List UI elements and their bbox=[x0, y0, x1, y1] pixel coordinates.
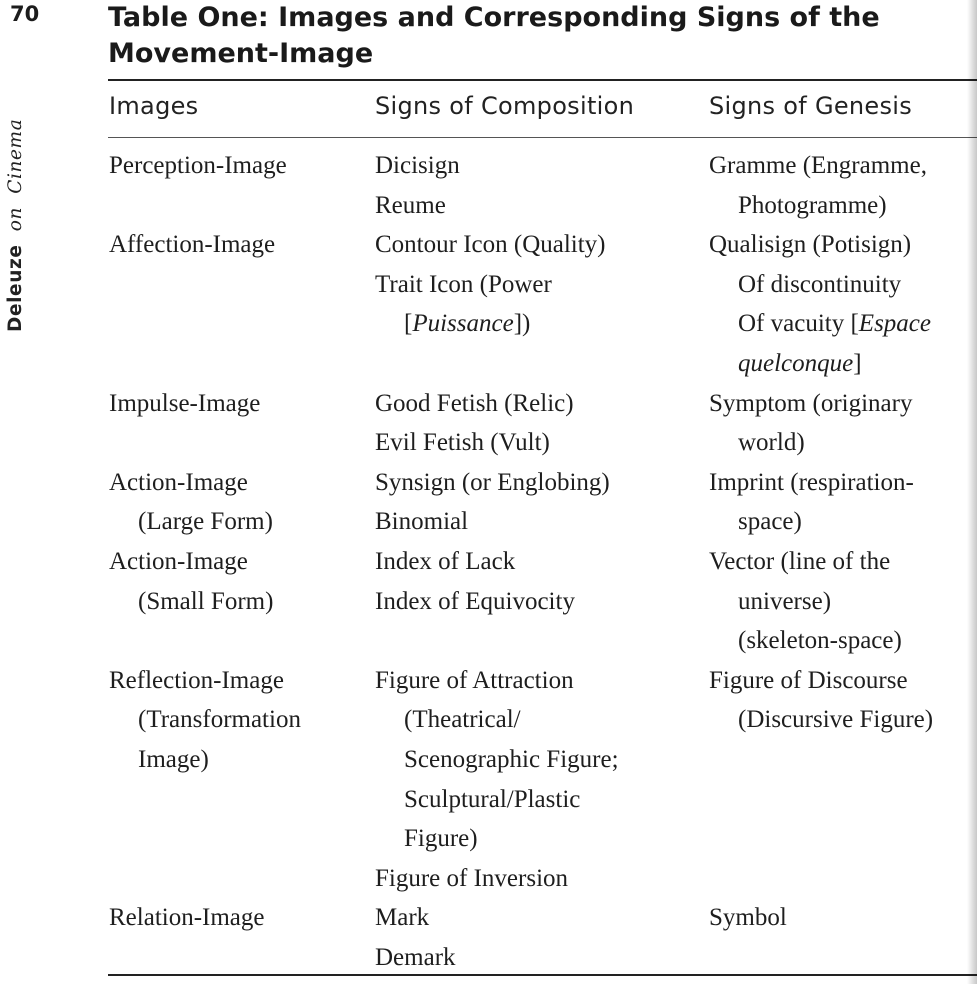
cell-composition: Contour Icon (Quality) bbox=[375, 231, 606, 259]
cell-genesis-sub: Of vacuity [Espace bbox=[738, 310, 931, 338]
cell-composition: Demark bbox=[375, 943, 456, 971]
cell-image-sub: (Large Form) bbox=[138, 508, 273, 536]
cell-composition-sub: Sculptural/Plastic bbox=[404, 785, 581, 813]
top-rule bbox=[108, 79, 977, 81]
cell-genesis-sub: world) bbox=[738, 429, 805, 457]
cell-genesis: Vector (line of the bbox=[709, 547, 891, 575]
cell-genesis: Figure of Discourse bbox=[709, 666, 908, 694]
running-head-sep: on bbox=[5, 207, 26, 232]
cell-composition: Index of Equivocity bbox=[375, 587, 575, 615]
cell-genesis-sub: Photogramme) bbox=[738, 191, 887, 219]
cell-composition-sub: [Puissance]) bbox=[404, 310, 531, 338]
cell-image: Affection-Image bbox=[109, 231, 276, 259]
cell-genesis: Symptom (originary bbox=[709, 389, 913, 417]
cell-composition: Trait Icon (Power bbox=[375, 270, 552, 298]
cell-composition: Good Fetish (Relic) bbox=[375, 389, 574, 417]
cell-genesis-sub: universe) bbox=[738, 587, 832, 615]
bottom-rule bbox=[108, 974, 977, 976]
cell-image-sub: (Small Form) bbox=[138, 587, 274, 615]
cell-composition: Index of Lack bbox=[375, 547, 516, 575]
cell-image: Action-Image bbox=[109, 468, 248, 496]
images-column bbox=[109, 146, 301, 938]
running-head-author: Deleuze bbox=[5, 244, 26, 332]
page-edge-shadow bbox=[967, 0, 977, 984]
cell-composition-sub: (Theatrical/ bbox=[404, 706, 521, 734]
table-title: Table One: Images and Corresponding Signs of the Movement-Image bbox=[108, 2, 880, 69]
cell-genesis-sub: (skeleton-space) bbox=[738, 627, 902, 655]
cell-genesis-sub: space) bbox=[738, 508, 802, 536]
cell-image: Perception-Image bbox=[109, 152, 287, 179]
cell-composition: Binomial bbox=[375, 508, 469, 536]
cell-genesis: Symbol bbox=[709, 904, 787, 932]
cell-composition: Synsign (or Englobing) bbox=[375, 468, 610, 496]
cell-image: Action-Image bbox=[109, 547, 248, 575]
cell-composition: Figure of Inversion bbox=[375, 864, 569, 892]
cell-composition: Figure of Attraction bbox=[375, 666, 574, 694]
cell-composition-sub: Figure) bbox=[404, 825, 478, 853]
cell-image-sub: (Transformation bbox=[138, 706, 301, 734]
cell-genesis-sub: quelconque] bbox=[738, 349, 862, 377]
composition-column bbox=[375, 146, 619, 977]
cell-composition-sub: Scenographic Figure; bbox=[404, 745, 619, 773]
cell-genesis-sub: Of discontinuity bbox=[738, 270, 902, 298]
cell-image: Reflection-Image bbox=[109, 666, 284, 694]
cell-genesis: Qualisign (Potisign) bbox=[709, 231, 912, 259]
cell-image: Relation-Image bbox=[109, 904, 265, 932]
header-signs-of-genesis: Signs of Genesis bbox=[709, 92, 913, 120]
genesis-column bbox=[709, 146, 933, 938]
running-head-title: Cinema bbox=[5, 118, 26, 194]
header-images: Images bbox=[109, 92, 199, 120]
cell-genesis: Gramme (Engramme, bbox=[709, 152, 927, 179]
page-number: 70 bbox=[10, 2, 40, 26]
svg-text:Deleuze on Cinema bbox=[5, 119, 26, 332]
cell-composition: Evil Fetish (Vult) bbox=[375, 429, 550, 457]
cell-composition: Reume bbox=[375, 191, 446, 219]
running-head bbox=[1, 84, 27, 334]
cell-composition: Dicisign bbox=[375, 152, 460, 179]
cell-image: Impulse-Image bbox=[109, 389, 261, 417]
header-rule bbox=[108, 137, 977, 138]
cell-genesis-sub: (Discursive Figure) bbox=[738, 706, 934, 734]
cell-composition: Mark bbox=[375, 904, 430, 932]
cell-genesis: Imprint (respiration- bbox=[709, 468, 914, 496]
header-signs-of-composition: Signs of Composition bbox=[375, 92, 635, 120]
cell-image-sub: Image) bbox=[138, 745, 209, 773]
